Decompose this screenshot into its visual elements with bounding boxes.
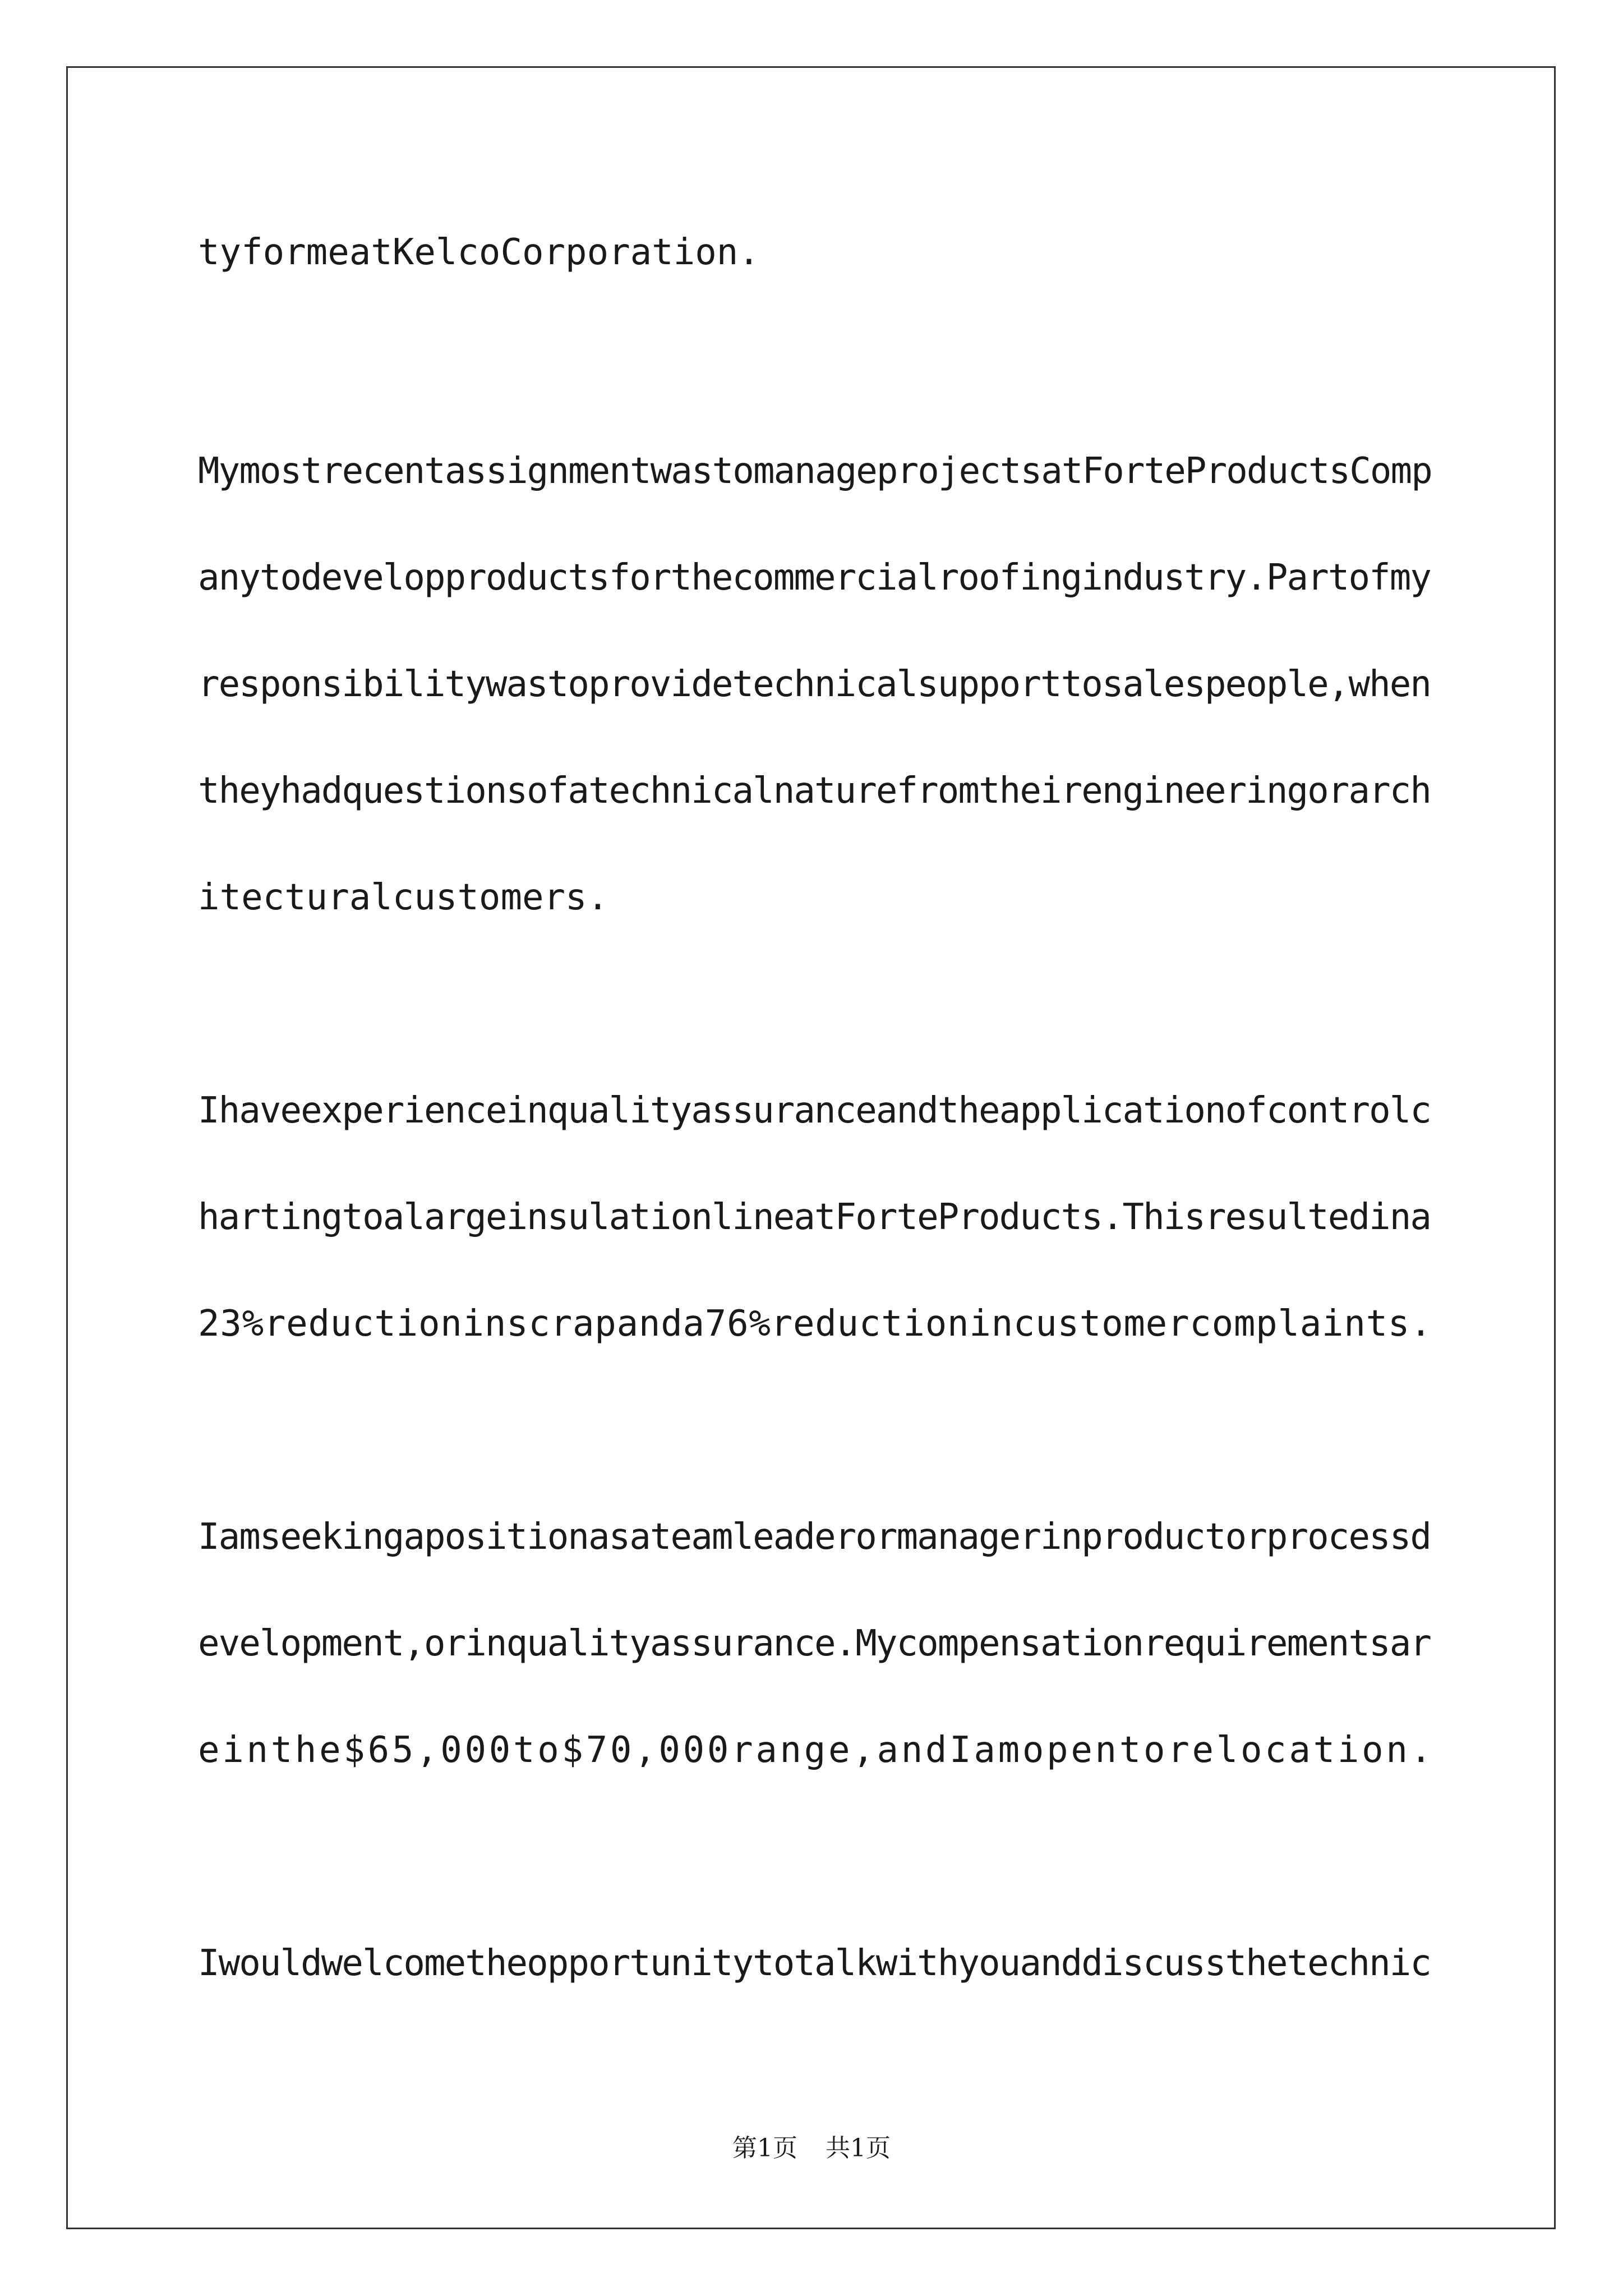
text-line: anytodevelopproductsforthecommercialroofingindustry.Partofmy — [198, 557, 1431, 599]
text-line: responsibilitywastoprovidetechnicalsupporttosalespeople,when — [198, 664, 1431, 705]
page-total: 共1页 — [826, 2134, 891, 2162]
page-number: 第1页 — [732, 2134, 797, 2162]
text-line: 23%reductioninscrapanda76%reductionincustomercomplaints. — [198, 1303, 1432, 1345]
text-line: Iwouldwelcometheopportunitytotalkwithyouanddiscussthetechnic — [198, 1943, 1431, 1984]
text-line: itecturalcustomers. — [198, 877, 609, 918]
text-line: einthe$65,000to$70,000range,andIamopentorelocation. — [198, 1729, 1435, 1771]
text-line: Mymostrecentassignmentwastomanageprojectsat​ForteProductsComp — [198, 450, 1432, 492]
text-line: theyhadquestionsofatechnicalnaturefromtheirengineeringorarch — [198, 770, 1431, 812]
text-line: Iamseekingapositionasateamleaderormanagerinproductorprocessd — [198, 1516, 1431, 1558]
page-footer — [0, 2132, 1623, 2165]
text-line: evelopment,orinqualityassurance.Mycompensationrequirementsar — [198, 1623, 1431, 1664]
text-line: Ihaveexperienceinqualityassuranceandtheapplicationofcontrolc — [198, 1090, 1431, 1131]
text-line: tyformeatKelcoCorporation. — [198, 232, 760, 273]
text-line: hartingtoalargeinsulationlineatForteProducts.Thisresultedina — [198, 1197, 1431, 1238]
page-frame — [66, 66, 1556, 2229]
